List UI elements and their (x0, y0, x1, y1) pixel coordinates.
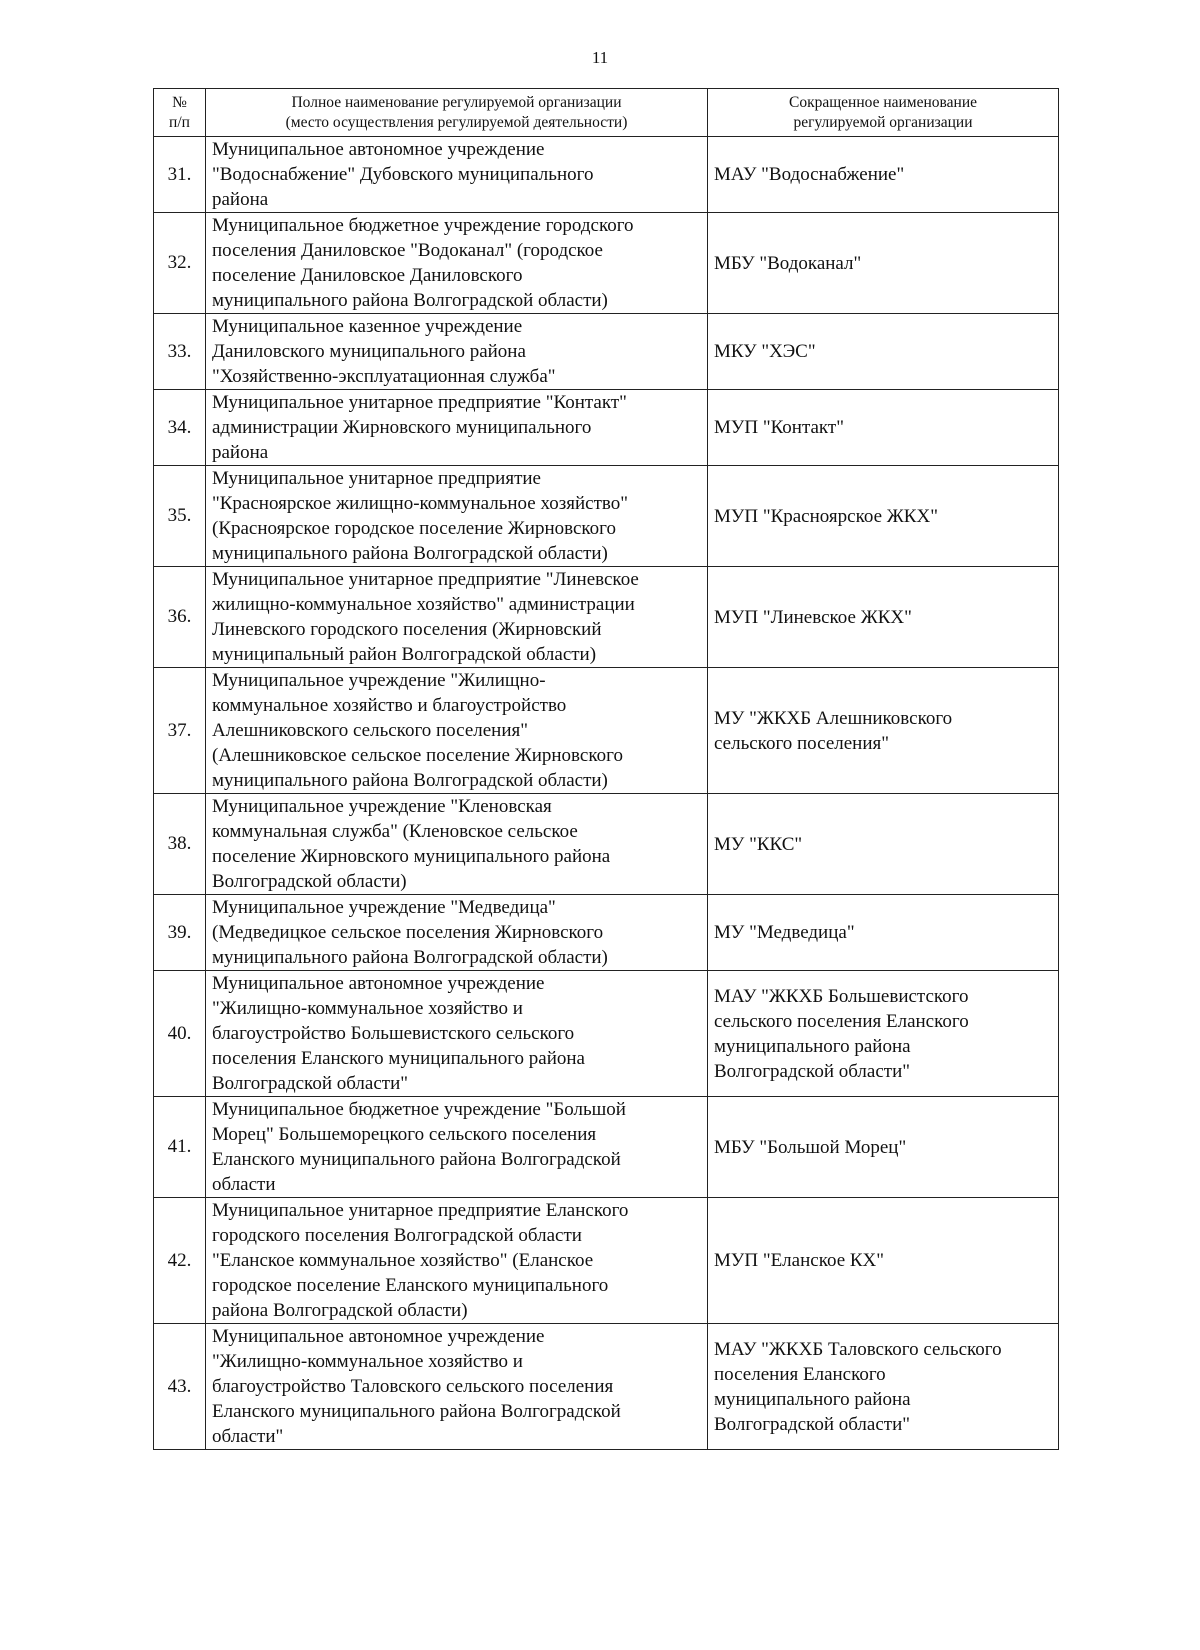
full-name-line: коммунальная служба" (Кленовское сельское (212, 821, 578, 842)
row-number: 39. (154, 895, 206, 971)
full-name-line: городского поселения Волгоградской области (212, 1225, 582, 1246)
short-name-line: МУП "Еланское КХ" (714, 1250, 885, 1271)
short-name-line: МУ "ЖКХБ Алешниковского (714, 707, 953, 729)
row-number: 31. (154, 137, 206, 213)
full-name-line: "Хозяйственно-эксплуатационная служба" (212, 366, 556, 387)
table-row (154, 137, 1059, 213)
full-name-line: района (212, 442, 269, 463)
full-name-cell (206, 567, 708, 668)
header-short-name (708, 89, 1059, 137)
short-name-line: МАУ "ЖКХБ Таловского сельского (714, 1338, 1002, 1360)
row-number: 37. (154, 668, 206, 794)
full-name-line: благоустройство Таловского сельского поселения (212, 1376, 614, 1397)
header-full-name-line: (место осуществления регулируемой деятельности) (285, 113, 628, 131)
full-name-line: "Водоснабжение" Дубовского муниципального (212, 164, 594, 185)
row-number: 32. (154, 213, 206, 314)
short-name-line: МКУ "ХЭС" (714, 341, 816, 362)
row-number: 34. (154, 390, 206, 466)
short-name-cell (708, 567, 1059, 668)
full-name-line: района Волгоградской области) (212, 1300, 468, 1321)
table-row (154, 1324, 1059, 1450)
row-number: 35. (154, 466, 206, 567)
full-name-line: поселения Еланского муниципального района (212, 1048, 585, 1069)
short-name-cell (708, 390, 1059, 466)
short-name-line: муниципального района (714, 1035, 911, 1057)
full-name-line: области (212, 1174, 276, 1195)
short-name-line: МАУ "ЖКХБ Большевистского (714, 985, 969, 1007)
full-name-line: Морец" Большеморецкого сельского поселения (212, 1124, 597, 1145)
table-row (154, 567, 1059, 668)
header-full-name-line: Полное наименование регулируемой организации (291, 93, 622, 111)
full-name-cell (206, 1198, 708, 1324)
full-name-line: городское поселение Еланского муниципального (212, 1275, 609, 1296)
short-name-line: сельского поселения" (714, 732, 889, 754)
short-name-cell (708, 971, 1059, 1097)
full-name-line: области" (212, 1426, 284, 1447)
short-name-cell (708, 895, 1059, 971)
full-name-line: Муниципальное казенное учреждение (212, 316, 523, 337)
full-name-cell (206, 971, 708, 1097)
full-name-line: поселение Жирновского муниципального района (212, 846, 611, 867)
table-row (154, 1097, 1059, 1198)
full-name-line: поселение Даниловское Даниловского (212, 265, 523, 286)
short-name-cell (708, 1324, 1059, 1450)
header-full-name (206, 89, 708, 137)
full-name-line: "Жилищно-коммунальное хозяйство и (212, 1351, 523, 1372)
full-name-line: Муниципальное учреждение "Жилищно- (212, 670, 546, 691)
table-row (154, 314, 1059, 390)
full-name-line: муниципальный район Волгоградской области) (212, 644, 597, 665)
full-name-line: Линевского городского поселения (Жирновский (212, 619, 602, 640)
full-name-line: жилищно-коммунальное хозяйство" администрации (212, 594, 635, 615)
full-name-line: Даниловского муниципального района (212, 341, 526, 362)
full-name-line: "Красноярское жилищно-коммунальное хозяйство" (212, 493, 628, 514)
short-name-cell (708, 1198, 1059, 1324)
short-name-line: поселения Еланского (714, 1363, 886, 1385)
short-name-line: Волгоградской области" (714, 1060, 911, 1082)
row-number: 36. (154, 567, 206, 668)
full-name-line: администрации Жирновского муниципального (212, 417, 592, 438)
short-name-cell (708, 137, 1059, 213)
table-row (154, 895, 1059, 971)
full-name-line: "Еланское коммунальное хозяйство" (Еланское (212, 1250, 594, 1271)
header-short-name-line: регулируемой организации (793, 113, 973, 131)
row-number: 40. (154, 971, 206, 1097)
full-name-line: Муниципальное автономное учреждение (212, 1326, 545, 1347)
full-name-line: Муниципальное унитарное предприятие "Линевское (212, 569, 639, 590)
short-name-line: МУП "Красноярское ЖКХ" (714, 505, 938, 527)
row-number: 33. (154, 314, 206, 390)
full-name-cell (206, 668, 708, 794)
short-name-line: МАУ "Водоснабжение" (714, 164, 905, 185)
full-name-cell (206, 466, 708, 567)
table-row (154, 213, 1059, 314)
full-name-cell (206, 213, 708, 314)
table-row (154, 668, 1059, 794)
full-name-line: Муниципальное унитарное предприятие Еланского (212, 1200, 629, 1221)
short-name-line: сельского поселения Еланского (714, 1010, 969, 1032)
full-name-line: поселения Даниловское "Водоканал" (городское (212, 240, 603, 261)
short-name-line: МБУ "Водоканал" (714, 252, 862, 274)
short-name-line: муниципального района (714, 1388, 911, 1410)
page-number: 11 (591, 48, 609, 67)
short-name-line: МБУ "Большой Морец" (714, 1136, 907, 1158)
short-name-cell (708, 668, 1059, 794)
table-row (154, 794, 1059, 895)
full-name-line: Еланского муниципального района Волгоградской (212, 1149, 621, 1170)
table-body (154, 137, 1059, 1450)
full-name-line: Муниципальное автономное учреждение (212, 139, 545, 160)
full-name-line: Волгоградской области) (212, 871, 407, 892)
full-name-line: коммунальное хозяйство и благоустройство (212, 695, 567, 716)
full-name-line: Муниципальное унитарное предприятие (212, 468, 541, 489)
table-row (154, 390, 1059, 466)
full-name-line: муниципального района Волгоградской области) (212, 290, 608, 311)
full-name-line: района (212, 189, 269, 210)
full-name-line: "Жилищно-коммунальное хозяйство и (212, 998, 523, 1019)
table-row (154, 466, 1059, 567)
header-num-line: п/п (169, 113, 190, 131)
full-name-cell (206, 137, 708, 213)
short-name-cell (708, 466, 1059, 567)
full-name-line: Муниципальное учреждение "Кленовская (212, 796, 552, 817)
short-name-cell (708, 314, 1059, 390)
short-name-line: Волгоградской области" (714, 1413, 911, 1435)
full-name-line: муниципального района Волгоградской области) (212, 543, 608, 564)
full-name-cell (206, 314, 708, 390)
full-name-line: (Алешниковское сельское поселение Жирновского (212, 745, 623, 766)
full-name-line: Муниципальное автономное учреждение (212, 973, 545, 994)
full-name-line: Муниципальное бюджетное учреждение городского (212, 215, 634, 236)
full-name-cell (206, 390, 708, 466)
full-name-line: Еланского муниципального района Волгоградской (212, 1401, 621, 1422)
row-number: 43. (154, 1324, 206, 1450)
full-name-line: Волгоградской области" (212, 1073, 409, 1094)
full-name-line: благоустройство Большевистского сельского (212, 1023, 575, 1044)
short-name-line: МУ "ККС" (714, 833, 803, 855)
header-short-name-line: Сокращенное наименование (788, 93, 977, 111)
row-number: 41. (154, 1097, 206, 1198)
row-number: 38. (154, 794, 206, 895)
full-name-line: Муниципальное учреждение "Медведица" (212, 897, 556, 918)
short-name-line: МУП "Контакт" (714, 417, 844, 438)
organizations-table (153, 88, 1059, 1450)
full-name-line: Муниципальное бюджетное учреждение "Большой (212, 1099, 626, 1120)
full-name-cell (206, 1097, 708, 1198)
row-number: 42. (154, 1198, 206, 1324)
header-num-line: № (172, 93, 187, 111)
full-name-line: (Медведицкое сельское поселения Жирновского (212, 922, 604, 943)
short-name-cell (708, 213, 1059, 314)
full-name-line: Алешниковского сельского поселения" (212, 720, 528, 741)
full-name-line: Муниципальное унитарное предприятие "Контакт" (212, 392, 627, 413)
short-name-cell (708, 1097, 1059, 1198)
short-name-line: МУП "Линевское ЖКХ" (714, 606, 912, 628)
full-name-cell (206, 1324, 708, 1450)
full-name-line: муниципального района Волгоградской области) (212, 770, 608, 791)
short-name-cell (708, 794, 1059, 895)
header-num (154, 89, 206, 137)
full-name-line: муниципального района Волгоградской области) (212, 947, 608, 968)
full-name-cell (206, 895, 708, 971)
full-name-line: (Красноярское городское поселение Жирновского (212, 518, 616, 539)
full-name-cell (206, 794, 708, 895)
table-row (154, 971, 1059, 1097)
table-row (154, 1198, 1059, 1324)
table-header (154, 89, 1059, 137)
short-name-line: МУ "Медведица" (714, 922, 855, 943)
